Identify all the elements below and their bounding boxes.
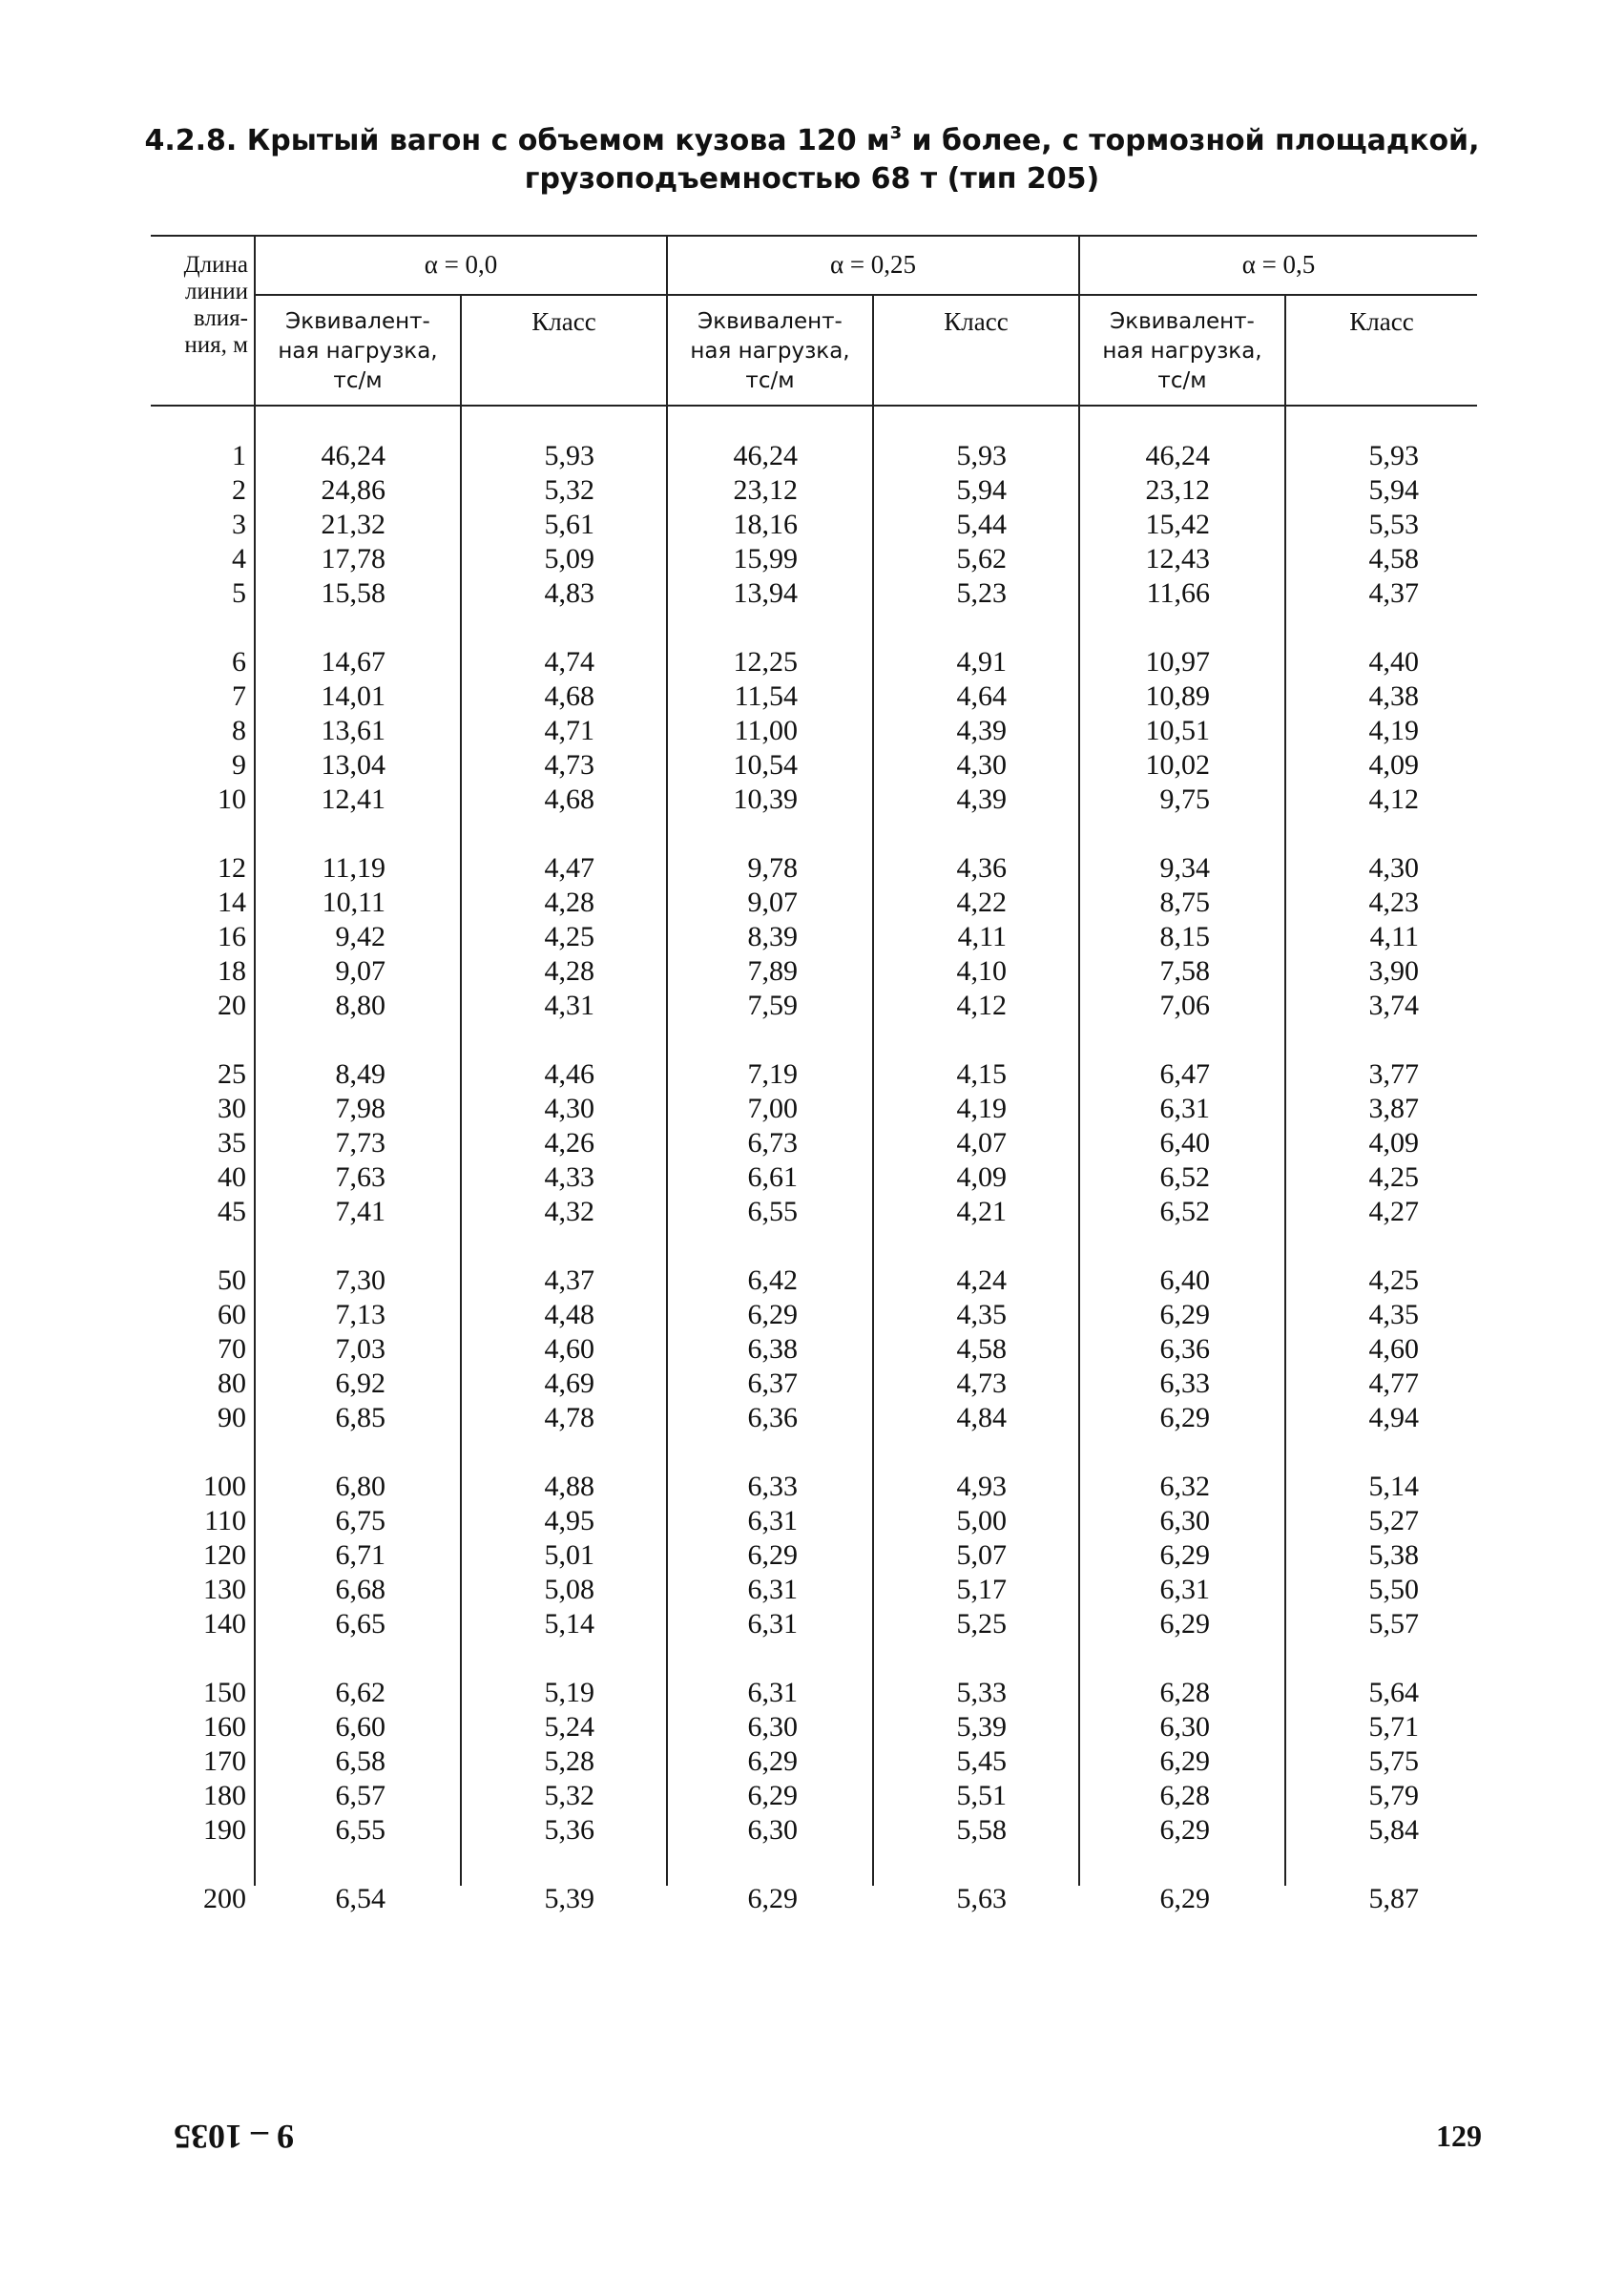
class-cell: 5,32 [544,474,594,506]
equiv-load-cell: 11,19 [322,852,385,884]
equiv-load-cell: 6,40 [1159,1264,1210,1296]
class-cell: 4,35 [956,1299,1007,1330]
class-cell: 5,84 [1368,1814,1419,1846]
row-length-cell: 140 [203,1608,246,1640]
row-length-cell: 150 [203,1677,246,1708]
equiv-load-cell: 13,04 [321,749,385,781]
class-cell: 4,28 [544,887,594,918]
class-cell: 5,58 [956,1814,1007,1846]
class-cell: 3,90 [1368,955,1419,987]
class-cell: 4,23 [1368,887,1419,918]
equiv-load-cell: 6,32 [1159,1471,1210,1502]
equiv-load-cell: 6,38 [747,1333,798,1365]
class-cell: 5,36 [544,1814,594,1846]
equiv-load-cell: 7,89 [747,955,798,987]
class-cell: 4,48 [544,1299,594,1330]
class-cell: 4,19 [956,1093,1007,1124]
equiv-load-cell: 7,73 [335,1127,385,1159]
equiv-load-cell: 46,24 [321,440,385,471]
class-cell: 4,64 [956,680,1007,712]
class-cell: 4,78 [544,1402,594,1433]
equiv-load-cell: 14,01 [321,680,385,712]
class-cell: 4,25 [1368,1264,1419,1296]
equiv-load-cell: 24,86 [321,474,385,506]
equiv-load-cell: 10,11 [322,887,385,918]
class-cell: 4,30 [544,1093,594,1124]
equiv-load-cell: 46,24 [1145,440,1210,471]
class-cell: 4,68 [544,680,594,712]
row-length-cell: 160 [203,1711,246,1743]
equiv-load-cell: 15,58 [321,577,385,609]
equiv-load-cell: 8,15 [1159,921,1210,952]
equiv-load-cell: 6,29 [747,1299,798,1330]
equiv-load-cell: 6,28 [1159,1780,1210,1811]
row-length-cell: 3 [232,509,246,540]
class-cell: 5,94 [1368,474,1419,506]
row-length-cell: 16 [218,921,246,952]
equiv-load-cell: 6,68 [335,1574,385,1605]
equiv-load-cell: 6,33 [747,1471,798,1502]
class-cell: 4,68 [544,783,594,815]
equiv-load-cell: 6,30 [747,1711,798,1743]
row-length-cell: 6 [232,646,246,678]
class-cell: 4,28 [544,955,594,987]
class-cell: 4,84 [956,1402,1007,1433]
equiv-load-cell: 9,42 [335,921,385,952]
class-cell: 5,45 [956,1745,1007,1777]
equiv-load-cell: 6,37 [747,1368,798,1399]
row-length-cell: 14 [218,887,246,918]
class-cell: 4,40 [1368,646,1419,678]
equiv-load-cell: 6,80 [335,1471,385,1502]
row-length-cell: 120 [203,1539,246,1571]
equiv-load-cell: 11,54 [734,680,798,712]
equiv-load-cell: 9,07 [747,887,798,918]
row-length-cell: 1 [232,440,246,471]
equiv-load-cell: 6,71 [335,1539,385,1571]
class-cell: 5,50 [1368,1574,1419,1605]
equiv-load-cell: 23,12 [1145,474,1210,506]
equiv-load-cell: 6,29 [747,1780,798,1811]
equiv-load-cell: 6,57 [335,1780,385,1811]
row-length-cell: 180 [203,1780,246,1811]
class-cell: 4,24 [956,1264,1007,1296]
column-divider [872,294,874,1886]
equiv-load-cell: 6,65 [335,1608,385,1640]
row-length-cell: 2 [232,474,246,506]
equiv-load-cell: 13,61 [321,715,385,746]
class-cell: 5,09 [544,543,594,574]
row-length-cell: 100 [203,1471,246,1502]
equiv-load-cell: 6,75 [335,1505,385,1536]
class-cell: 4,27 [1368,1196,1419,1227]
equiv-load-cell: 10,97 [1145,646,1210,678]
class-cell: 4,25 [1368,1161,1419,1193]
class-cell: 5,93 [1368,440,1419,471]
class-cell: 4,33 [544,1161,594,1193]
row-length-cell: 130 [203,1574,246,1605]
equiv-load-cell: 7,00 [747,1093,798,1124]
equiv-load-cell: 6,30 [1159,1711,1210,1743]
row-length-cell: 40 [218,1161,246,1193]
row-length-cell: 5 [232,577,246,609]
class-cell: 5,94 [956,474,1007,506]
equiv-load-cell: 6,55 [747,1196,798,1227]
equiv-load-cell: 9,75 [1159,783,1210,815]
equiv-load-cell: 6,61 [747,1161,798,1193]
equiv-load-cell: 6,73 [747,1127,798,1159]
equiv-load-header: Эквивалент- ная нагрузка, тс/м [1102,309,1262,393]
class-cell: 4,12 [1368,783,1419,815]
equiv-load-cell: 15,99 [733,543,798,574]
row-length-cell: 190 [203,1814,246,1846]
class-cell: 4,19 [1368,715,1419,746]
class-cell: 4,15 [956,1058,1007,1090]
class-cell: 5,14 [1368,1471,1419,1502]
equiv-load-cell: 9,34 [1159,852,1210,884]
class-header: Класс [531,307,596,336]
class-cell: 4,10 [956,955,1007,987]
class-cell: 4,58 [1368,543,1419,574]
column-divider [666,235,668,1886]
class-cell: 5,00 [956,1505,1007,1536]
equiv-load-cell: 6,30 [747,1814,798,1846]
row-length-cell: 90 [218,1402,246,1433]
equiv-load-cell: 6,29 [747,1539,798,1571]
title-line-1: 4.2.8. Крытый вагон с объемом кузова 120 $м^3$ и более, с тормозной площадкой, [144,123,1480,157]
class-cell: 4,46 [544,1058,594,1090]
equiv-load-cell: 7,59 [747,990,798,1021]
equiv-load-cell: 6,29 [1159,1745,1210,1777]
equiv-load-cell: 6,52 [1159,1196,1210,1227]
class-cell: 4,77 [1368,1368,1419,1399]
equiv-load-cell: 7,03 [335,1333,385,1365]
row-length-cell: 18 [218,955,246,987]
class-cell: 4,58 [956,1333,1007,1365]
class-cell: 4,73 [956,1368,1007,1399]
row-length-cell: 8 [232,715,246,746]
class-cell: 5,51 [956,1780,1007,1811]
equiv-load-cell: 6,42 [747,1264,798,1296]
equiv-load-cell: 14,67 [321,646,385,678]
equiv-load-cell: 6,31 [1159,1093,1210,1124]
equiv-load-cell: 7,13 [335,1299,385,1330]
class-cell: 3,77 [1368,1058,1419,1090]
table-title [0,122,1624,198]
class-cell: 5,53 [1368,509,1419,540]
equiv-load-cell: 12,25 [733,646,798,678]
equiv-load-cell: 7,06 [1159,990,1210,1021]
class-cell: 5,25 [956,1608,1007,1640]
row-length-cell: 110 [204,1505,246,1536]
class-cell: 4,09 [956,1161,1007,1193]
row-length-cell: 10 [218,783,246,815]
title-line-2: грузоподъемностью 68 т (тип 205) [524,162,1100,196]
equiv-load-cell: 6,58 [335,1745,385,1777]
equiv-load-cell: 8,49 [335,1058,385,1090]
equiv-load-cell: 10,39 [733,783,798,815]
row-length-cell: 170 [203,1745,246,1777]
class-cell: 5,39 [544,1883,594,1914]
class-cell: 3,87 [1368,1093,1419,1124]
class-cell: 4,94 [1368,1402,1419,1433]
equiv-load-cell: 6,29 [1159,1814,1210,1846]
equiv-load-cell: 10,54 [733,749,798,781]
equiv-load-cell: 7,98 [335,1093,385,1124]
equiv-load-cell: 8,80 [335,990,385,1021]
equiv-load-cell: 6,29 [747,1883,798,1914]
equiv-load-cell: 6,60 [335,1711,385,1743]
equiv-load-cell: 6,62 [335,1677,385,1708]
class-cell: 4,39 [956,783,1007,815]
group-header-rule [254,294,1477,296]
class-cell: 5,75 [1368,1745,1419,1777]
group-header-alpha-025: α = 0,25 [829,250,917,279]
equiv-load-cell: 8,39 [747,921,798,952]
signature-mark: 9 – 1035 [174,2118,294,2156]
row-length-cell: 70 [218,1333,246,1365]
equiv-load-cell: 7,30 [335,1264,385,1296]
class-cell: 4,91 [956,646,1007,678]
class-cell: 4,12 [956,990,1007,1021]
equiv-load-cell: 10,51 [1145,715,1210,746]
equiv-load-cell: 6,29 [1159,1299,1210,1330]
row-length-cell: 200 [203,1883,246,1914]
equivalent-load-table [151,235,1477,1914]
class-cell: 4,21 [956,1196,1007,1227]
equiv-load-cell: 6,31 [747,1608,798,1640]
equiv-load-cell: 21,32 [321,509,385,540]
equiv-load-cell: 9,07 [335,955,385,987]
equiv-load-cell: 6,85 [335,1402,385,1433]
row-length-cell: 20 [218,990,246,1021]
class-cell: 4,22 [956,887,1007,918]
class-cell: 4,37 [1368,577,1419,609]
class-cell: 5,19 [544,1677,594,1708]
equiv-load-cell: 6,30 [1159,1505,1210,1536]
class-cell: 5,63 [956,1883,1007,1914]
equiv-load-cell: 8,75 [1159,887,1210,918]
equiv-load-cell: 6,29 [1159,1402,1210,1433]
class-cell: 4,39 [956,715,1007,746]
class-cell: 4,71 [544,715,594,746]
row-length-cell: 45 [218,1196,246,1227]
class-cell: 5,93 [544,440,594,471]
class-cell: 5,01 [544,1539,594,1571]
group-header-alpha-05: α = 0,5 [1241,250,1316,279]
equiv-load-cell: 6,54 [335,1883,385,1914]
equiv-load-cell: 15,42 [1145,509,1210,540]
class-cell: 5,57 [1368,1608,1419,1640]
class-cell: 5,32 [544,1780,594,1811]
class-cell: 4,32 [544,1196,594,1227]
equiv-load-cell: 10,89 [1145,680,1210,712]
class-cell: 5,64 [1368,1677,1419,1708]
class-cell: 5,61 [544,509,594,540]
class-cell: 4,95 [544,1505,594,1536]
row-length-cell: 12 [218,852,246,884]
row-length-cell: 30 [218,1093,246,1124]
class-cell: 4,69 [544,1368,594,1399]
column-divider [254,235,256,1886]
class-cell: 4,73 [544,749,594,781]
class-cell: 5,07 [956,1539,1007,1571]
equiv-load-cell: 11,00 [734,715,798,746]
class-cell: 4,37 [544,1264,594,1296]
equiv-load-cell: 6,40 [1159,1127,1210,1159]
table-top-rule [151,235,1477,237]
column-divider [1284,294,1286,1886]
header-bottom-rule [151,405,1477,407]
class-cell: 5,93 [956,440,1007,471]
equiv-load-cell: 11,66 [1146,577,1210,609]
class-cell: 4,60 [544,1333,594,1365]
class-cell: 4,36 [956,852,1007,884]
equiv-load-cell: 18,16 [733,509,798,540]
equiv-load-cell: 17,78 [321,543,385,574]
equiv-load-cell: 9,78 [747,852,798,884]
column-divider [1078,235,1080,1886]
group-header-alpha-0: α = 0,0 [424,250,498,279]
row-length-cell: 7 [232,680,246,712]
class-cell: 4,47 [544,852,594,884]
class-cell: 4,31 [544,990,594,1021]
class-cell: 4,26 [544,1127,594,1159]
equiv-load-cell: 6,52 [1159,1161,1210,1193]
class-cell: 5,79 [1368,1780,1419,1811]
equiv-load-cell: 6,31 [747,1505,798,1536]
equiv-load-cell: 13,94 [733,577,798,609]
class-cell: 5,17 [956,1574,1007,1605]
class-cell: 4,74 [544,646,594,678]
equiv-load-cell: 6,92 [335,1368,385,1399]
class-cell: 4,35 [1368,1299,1419,1330]
class-cell: 5,44 [956,509,1007,540]
equiv-load-cell: 10,02 [1145,749,1210,781]
class-header: Класс [944,307,1009,336]
class-cell: 5,14 [544,1608,594,1640]
class-cell: 4,11 [1369,921,1419,952]
class-header: Класс [1349,307,1414,336]
class-cell: 5,23 [956,577,1007,609]
equiv-load-cell: 6,33 [1159,1368,1210,1399]
class-cell: 4,30 [1368,852,1419,884]
length-column-header: Длина линии влия- ния, м [183,252,248,358]
class-cell: 5,33 [956,1677,1007,1708]
class-cell: 5,08 [544,1574,594,1605]
equiv-load-cell: 23,12 [733,474,798,506]
equiv-load-cell: 6,55 [335,1814,385,1846]
class-cell: 5,28 [544,1745,594,1777]
equiv-load-cell: 6,31 [747,1574,798,1605]
column-divider [460,294,462,1886]
class-cell: 3,74 [1368,990,1419,1021]
class-cell: 4,30 [956,749,1007,781]
equiv-load-cell: 6,47 [1159,1058,1210,1090]
page-number: 129 [1436,2119,1482,2153]
equiv-load-cell: 46,24 [733,440,798,471]
class-cell: 5,27 [1368,1505,1419,1536]
class-cell: 5,87 [1368,1883,1419,1914]
equiv-load-header: Эквивалент- ная нагрузка, тс/м [278,309,438,393]
equiv-load-cell: 12,41 [321,783,385,815]
equiv-load-cell: 6,31 [1159,1574,1210,1605]
class-cell: 4,11 [957,921,1007,952]
class-cell: 5,38 [1368,1539,1419,1571]
equiv-load-cell: 7,19 [747,1058,798,1090]
class-cell: 4,88 [544,1471,594,1502]
row-length-cell: 9 [232,749,246,781]
equiv-load-cell: 7,63 [335,1161,385,1193]
equiv-load-cell: 6,36 [747,1402,798,1433]
equiv-load-cell: 6,29 [1159,1608,1210,1640]
equiv-load-cell: 6,31 [747,1677,798,1708]
class-cell: 5,71 [1368,1711,1419,1743]
row-length-cell: 4 [232,543,246,574]
row-length-cell: 60 [218,1299,246,1330]
equiv-load-cell: 6,29 [747,1745,798,1777]
class-cell: 4,38 [1368,680,1419,712]
equiv-load-cell: 6,36 [1159,1333,1210,1365]
class-cell: 5,39 [956,1711,1007,1743]
row-length-cell: 80 [218,1368,246,1399]
row-length-cell: 35 [218,1127,246,1159]
equiv-load-cell: 7,58 [1159,955,1210,987]
class-cell: 4,60 [1368,1333,1419,1365]
class-cell: 4,25 [544,921,594,952]
equiv-load-cell: 12,43 [1145,543,1210,574]
class-cell: 4,83 [544,577,594,609]
row-length-cell: 25 [218,1058,246,1090]
class-cell: 5,62 [956,543,1007,574]
equiv-load-cell: 6,29 [1159,1883,1210,1914]
class-cell: 4,09 [1368,1127,1419,1159]
equiv-load-cell: 6,29 [1159,1539,1210,1571]
class-cell: 4,93 [956,1471,1007,1502]
class-cell: 4,09 [1368,749,1419,781]
row-length-cell: 50 [218,1264,246,1296]
equiv-load-cell: 7,41 [335,1196,385,1227]
class-cell: 5,24 [544,1711,594,1743]
equiv-load-header: Эквивалент- ная нагрузка, тс/м [690,309,850,393]
equiv-load-cell: 6,28 [1159,1677,1210,1708]
class-cell: 4,07 [956,1127,1007,1159]
